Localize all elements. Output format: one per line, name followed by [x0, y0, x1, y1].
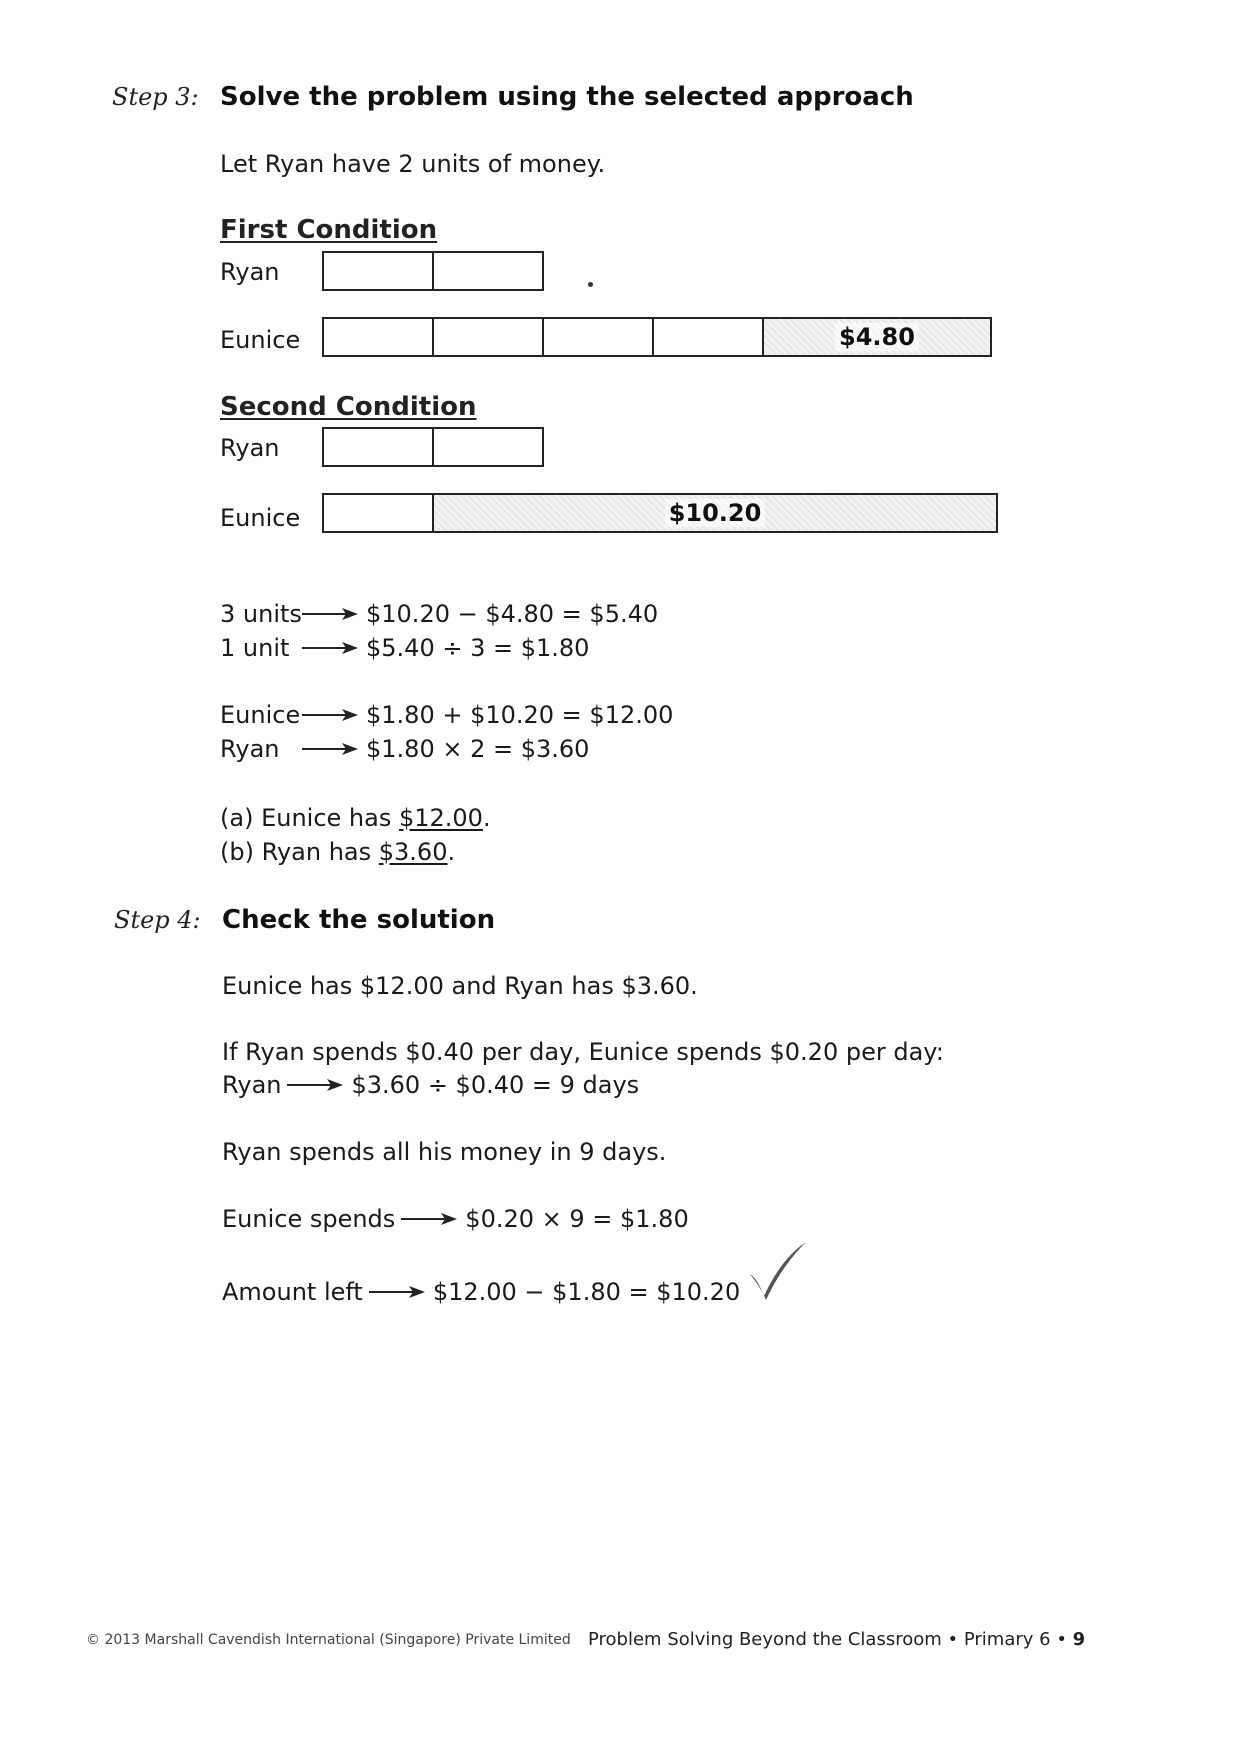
first-eunice-label: Eunice: [220, 326, 301, 354]
calc-row: [220, 600, 658, 628]
calc-row-expr: $10.20 − $4.80 = $5.40: [366, 600, 659, 628]
answer-suffix: .: [447, 838, 456, 866]
footer-level: Primary 6: [963, 1629, 1051, 1650]
bar-unit: [432, 427, 544, 467]
step4-ryan-row: [222, 1071, 639, 1099]
calc-row-expr: $1.80 + $10.20 = $12.00: [366, 701, 674, 729]
bar-unit: [322, 317, 434, 357]
second-eunice-extra-segment: [432, 493, 998, 533]
step4-ryan-expr: $3.60 ÷ $0.40 = 9 days: [351, 1071, 640, 1099]
calc-row-label: Ryan: [220, 735, 280, 763]
arrow-icon: [369, 1285, 425, 1299]
calc-row: [220, 735, 589, 763]
arrow-icon: [302, 708, 358, 722]
second-condition-title: Second Condition: [220, 392, 477, 422]
bar-unit: [432, 317, 544, 357]
answer-b: [220, 838, 455, 866]
calc-row-label: 3 units: [220, 600, 302, 628]
bar-unit: [322, 493, 434, 533]
step4-label: Step 4:: [114, 906, 201, 934]
step3-intro: Let Ryan have 2 units of money.: [220, 150, 606, 178]
bar-unit: [432, 251, 544, 291]
calc-row: [220, 701, 673, 729]
step4-spends-expr: $0.20 × 9 = $1.80: [465, 1205, 689, 1233]
checkmark-icon: [746, 1238, 810, 1304]
stray-dot: [588, 282, 593, 287]
bar-unit: [652, 317, 764, 357]
first-eunice-extra-segment: [762, 317, 992, 357]
arrow-icon: [302, 742, 358, 756]
step4-left-row: [222, 1278, 740, 1306]
bar-unit: [542, 317, 654, 357]
bar-unit: [322, 251, 434, 291]
arrow-icon: [287, 1078, 343, 1092]
calc-row-expr: $5.40 ÷ 3 = $1.80: [366, 634, 590, 662]
first-eunice-extra-label: $4.80: [835, 323, 919, 351]
first-ryan-bar: [322, 251, 544, 291]
footer-copyright: © 2013 Marshall Cavendish International (Singapore) Private Limited: [86, 1632, 571, 1648]
step3-heading: Solve the problem using the selected approach: [220, 82, 914, 112]
second-ryan-label: Ryan: [220, 434, 280, 462]
answer-b-value: $3.60: [378, 838, 448, 866]
answer-a-prefix: (a) Eunice has: [220, 804, 399, 832]
step4-line3: Ryan spends all his money in 9 days.: [222, 1138, 667, 1166]
calc-row-expr: $1.80 × 2 = $3.60: [366, 735, 590, 763]
step3-label: Step 3:: [112, 83, 199, 111]
step4-spends-row: [222, 1205, 689, 1233]
arrow-icon: [302, 641, 358, 655]
step4-line1: Eunice has $12.00 and Ryan has $3.60.: [222, 972, 698, 1000]
step4-ryan-label: Ryan: [222, 1071, 282, 1099]
second-ryan-bar: [322, 427, 544, 467]
arrow-icon: [401, 1212, 457, 1226]
answer-a-value: $12.00: [398, 804, 483, 832]
bar-unit: [322, 427, 434, 467]
step4-heading: Check the solution: [222, 905, 496, 935]
calc-row: [220, 634, 589, 662]
answer-suffix: .: [482, 804, 491, 832]
page-number: 9: [1072, 1629, 1086, 1650]
footer-book-info: Problem Solving Beyond the Classroom • Primary 6 • 9: [588, 1629, 1086, 1650]
answer-a: [220, 804, 491, 832]
footer-book-title: Problem Solving Beyond the Classroom: [588, 1629, 942, 1650]
step4-spends-label: Eunice spends: [222, 1205, 396, 1233]
first-ryan-label: Ryan: [220, 258, 280, 286]
first-eunice-bar: [322, 317, 992, 357]
arrow-icon: [302, 607, 358, 621]
step4-left-expr: $12.00 − $1.80 = $10.20: [432, 1278, 741, 1306]
second-eunice-label: Eunice: [220, 504, 301, 532]
answer-b-prefix: (b) Ryan has: [220, 838, 379, 866]
step4-line2: If Ryan spends $0.40 per day, Eunice spends $0.20 per day:: [222, 1038, 944, 1066]
calc-row-label: 1 unit: [220, 634, 290, 662]
second-eunice-extra-label: $10.20: [665, 499, 766, 527]
first-condition-title: First Condition: [220, 215, 438, 245]
step4-left-label: Amount left: [222, 1278, 363, 1306]
calc-row-label: Eunice: [220, 701, 301, 729]
second-eunice-bar: [322, 493, 998, 533]
